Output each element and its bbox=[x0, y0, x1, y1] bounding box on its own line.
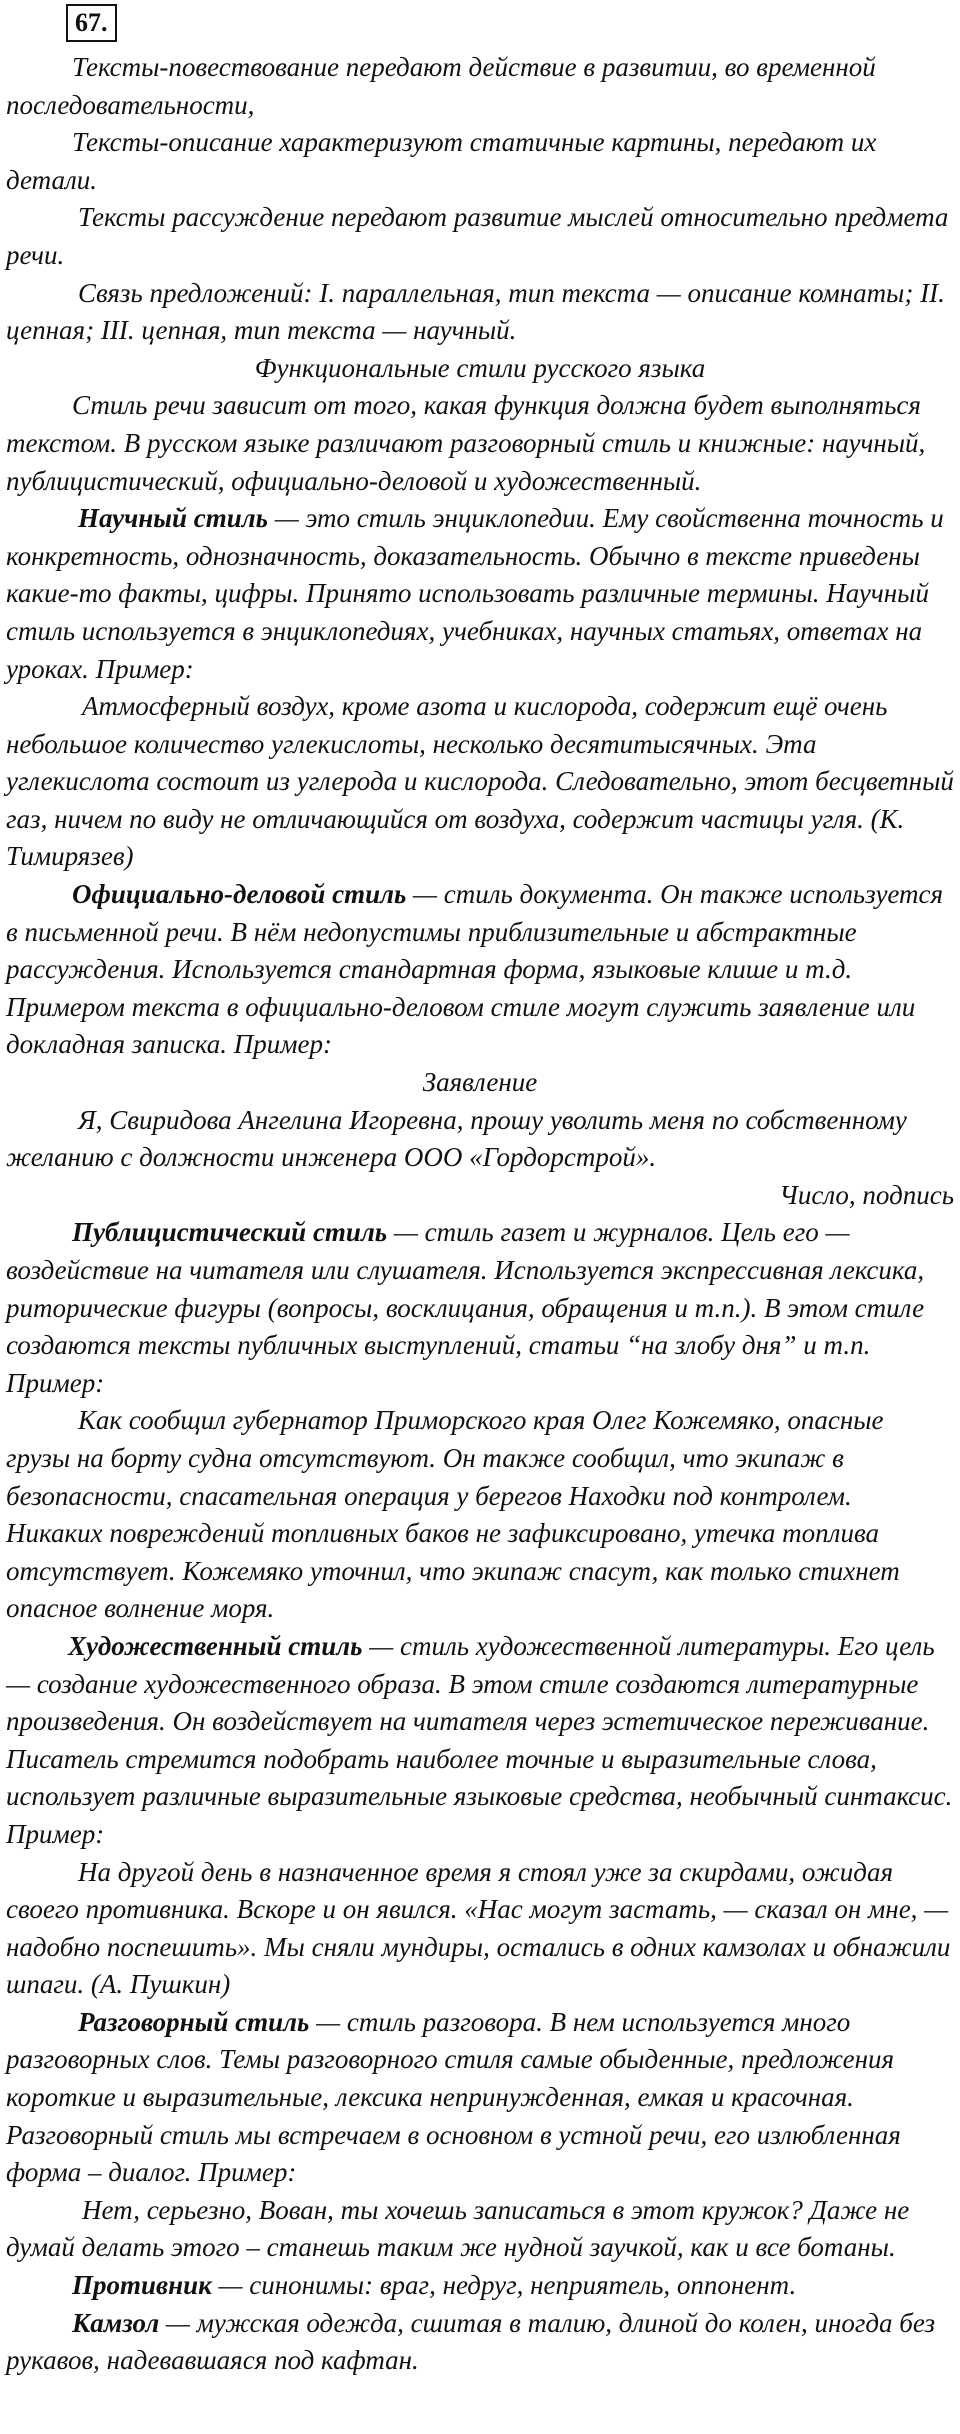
section-heading: Функциональные стили русского языка bbox=[254, 352, 706, 383]
paragraph-colloquial bbox=[6, 2004, 954, 2192]
glossary-entry bbox=[6, 2267, 954, 2305]
term-publicistic: Публицистический стиль bbox=[72, 1217, 388, 1248]
paragraph-publicistic bbox=[6, 1214, 954, 1402]
paragraph-scientific bbox=[6, 500, 954, 688]
example-artistic: На другой день в назначенное время я стоял уже за скирдами, ожидая своего противника. Вскоре и он явился. «Нас могут застать, — сказал он мне, — надобно поспешить». Мы сняли мундиры, остались в одних камзолах и обнажили шпаги. (А. Пушкин) bbox=[6, 1856, 951, 2000]
paragraph-artistic bbox=[6, 1628, 954, 1854]
official-doc-title: Заявление bbox=[422, 1067, 538, 1098]
glossary-term: Камзол bbox=[72, 2307, 160, 2338]
term-artistic: Художественный стиль bbox=[68, 1630, 363, 1661]
artistic-text: — стиль художественной литературы. Его цель — создание художественного образа. В этом стиле создаются литературные произведения. Он воздействует на читателя через эстетическое переживание. Писатель стремится подобрать наиболее точные и выразительные слова, использует различные выразительные языковые средства, необычный синтаксис. Пример: bbox=[6, 1630, 953, 1849]
example-official: Я, Свиридова Ангелина Игоревна, прошу уволить меня по собственному желанию с должности инженера ООО «Гордорстрой». bbox=[6, 1104, 907, 1173]
colloquial-text: — стиль разговора. В нем используется много разговорных слов. Темы разговорного стиля самые обыденные, предложения короткие и выразительные, лексика непринужденная, емкая и красочная. Разговорный стиль мы встречаем в основном в устной речи, его излюбленная форма – диалог. Пример: bbox=[6, 2006, 901, 2188]
official-signature: Число, подпись bbox=[779, 1179, 954, 1210]
paragraph-description: Тексты-описание характеризуют статичные картины, передают их детали. bbox=[6, 127, 877, 195]
paragraph-reasoning: Тексты рассуждение передают развитие мыслей относительно предмета речи. bbox=[6, 202, 949, 270]
official-text: — стиль документа. Он также используется в письменной речи. В нём недопустимы приблизительные и абстрактные рассуждения. Используется стандартная форма, языковые клише и т.д. Примером текста в официально-деловом стиле могут служить заявление или докладная записка. Пример: bbox=[6, 879, 944, 1060]
term-scientific: Научный стиль bbox=[78, 503, 268, 534]
term-colloquial: Разговорный стиль bbox=[78, 2006, 310, 2037]
glossary-text: — синонимы: враг, недруг, неприятель, оппонент. bbox=[211, 2270, 797, 2301]
example-publicistic: Как сообщил губернатор Приморского края Олег Кожемяко, опасные грузы на борту судна отсутствуют. Он также сообщил, что экипаж в безопасности, спасательная операция у берегов Находки под контролем. Никаких повреждений топливных баков не зафиксировано, утечка топлива отсутствует. Кожемяко уточнил, что экипаж спасут, как только стихнет опасное волнение моря. bbox=[6, 1405, 900, 1624]
document-body bbox=[6, 49, 954, 2380]
example-scientific: Атмосферный воздух, кроме азота и кислорода, содержит ещё очень небольшое количество углекислоты, несколько десятитысячных. Эта углекислота состоит из углерода и кислорода. Следовательно, этот бесцветный газ, ничем по виду не отличающийся от воздуха, содержит частицы угля. (К. Тимирязев) bbox=[6, 691, 954, 872]
example-colloquial: Нет, серьезно, Вован, ты хочешь записаться в этот кружок? Даже не думай делать этого – станешь таким же нудной заучкой, как и все ботаны. bbox=[6, 2194, 910, 2263]
exercise-number: 67. bbox=[66, 4, 117, 42]
paragraph-sentence-links: Связь предложений: I. параллельная, тип текста — описание комнаты; II. цепная; III. цепная, тип текста — научный. bbox=[6, 277, 945, 346]
paragraph-narration: Тексты-повествование передают действие в развитии, во временной последовательности, bbox=[6, 52, 876, 120]
paragraph-intro: Стиль речи зависит от того, какая функция должна будет выполняться текстом. В русском языке различают разговорный стиль и книжные: научный, публицистический, официально-деловой и художественный. bbox=[6, 390, 926, 496]
term-official: Официально-деловой стиль bbox=[72, 879, 407, 910]
glossary-term: Противник bbox=[72, 2270, 212, 2301]
glossary-text: — мужская одежда, сшитая в талию, длиной до колен, иногда без рукавов, надевавшаяся под кафтан. bbox=[6, 2307, 936, 2376]
paragraph-official bbox=[6, 876, 954, 1064]
publicistic-text: — стиль газет и журналов. Цель его — воздействие на читателя или слушателя. Используется экспрессивная лексика, риторические фигуры (вопросы, восклицания, обращения и т.п.). В этом стиле создаются тексты публичных выступлений, статьи “на злобу дня” и т.п. Пример: bbox=[6, 1217, 925, 1398]
glossary-entry bbox=[6, 2305, 954, 2380]
scientific-text: — это стиль энциклопедии. Ему свойственна точность и конкретность, однозначность, доказательность. Обычно в тексте приведены какие-то факты, цифры. Принято использовать различные термины. Научный стиль используется в энциклопедиях, учебниках, научных статьях, ответах на уроках. Пример: bbox=[6, 503, 944, 684]
